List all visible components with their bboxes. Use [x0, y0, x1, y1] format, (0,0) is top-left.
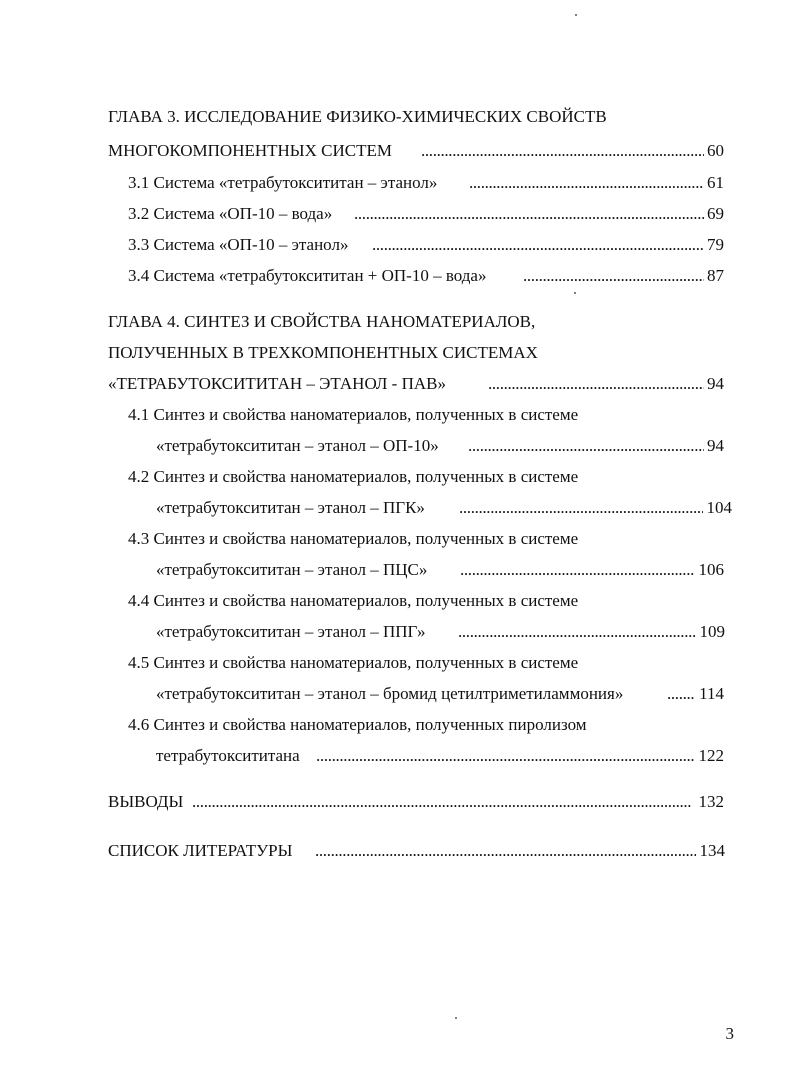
section-4-2-line-1 [0, 465, 797, 489]
section-title: 4.1 Синтез и свойства наноматериалов, полученных в системе [128, 405, 579, 424]
toc-entry-section-3-2[interactable] [0, 202, 797, 226]
chapter-4-title: ГЛАВА 4. СИНТЕЗ И СВОЙСТВА НАНОМАТЕРИАЛОВ, [108, 312, 536, 331]
section-title-continued: «тетрабутоксититан – этанол – ПЦС» [156, 560, 428, 579]
page-ref: 79 [707, 235, 724, 254]
chapter-4-heading-line-1 [0, 310, 797, 334]
dot-leader [460, 558, 695, 582]
toc-entry-chapter-4[interactable] [0, 372, 797, 396]
dot-leader [316, 744, 695, 768]
page-ref: 61 [707, 173, 724, 192]
dot-leader [469, 171, 704, 195]
dot-leader [459, 496, 703, 520]
section-4-6-line-1 [0, 713, 797, 737]
toc-entry-section-3-1[interactable] [0, 171, 797, 195]
section-title: 4.4 Синтез и свойства наноматериалов, полученных в системе [128, 591, 579, 610]
dot-leader [458, 620, 696, 644]
section-title: 3.3 Система «ОП-10 – этанол» [128, 235, 349, 254]
page-ref: 134 [699, 841, 725, 860]
dot-leader [354, 202, 704, 226]
section-title: 4.5 Синтез и свойства наноматериалов, полученных в системе [128, 653, 579, 672]
chapter-4-title-end: «ТЕТРАБУТОКСИТИТАН – ЭТАНОЛ - ПАВ» [108, 374, 446, 393]
page-ref: 60 [707, 141, 724, 160]
section-4-1-line-1 [0, 403, 797, 427]
toc-entry-section-4-2[interactable] [0, 496, 797, 520]
section-title-continued: тетрабутоксититана [156, 746, 300, 765]
toc-entry-conclusions[interactable] [0, 790, 797, 814]
dot-leader [667, 682, 695, 706]
toc-entry-section-4-1[interactable] [0, 434, 797, 458]
section-title-continued: «тетрабутоксититан – этанол – ОП-10» [156, 436, 439, 455]
references-title: СПИСОК ЛИТЕРАТУРЫ [108, 841, 293, 860]
conclusions-title: ВЫВОДЫ [108, 792, 184, 811]
section-4-5-line-1 [0, 651, 797, 675]
chapter-3-heading-line-1 [0, 105, 797, 129]
toc-entry-section-4-5[interactable] [0, 682, 797, 706]
toc-entry-references[interactable] [0, 839, 797, 863]
dot-leader [421, 139, 704, 163]
scan-speck [455, 1017, 457, 1019]
toc-entry-section-3-4[interactable] [0, 264, 797, 288]
page-ref: 132 [698, 792, 724, 811]
section-title: 3.4 Система «тетрабутоксититан + ОП-10 – вода» [128, 266, 487, 285]
section-title-continued: «тетрабутоксититан – этанол – ПГК» [156, 498, 425, 517]
section-title: 4.3 Синтез и свойства наноматериалов, полученных в системе [128, 529, 579, 548]
chapter-3-title: ГЛАВА 3. ИССЛЕДОВАНИЕ ФИЗИКО-ХИМИЧЕСКИХ СВОЙСТВ [108, 107, 607, 126]
section-title-continued: «тетрабутоксититан – этанол – ППГ» [156, 622, 426, 641]
section-title: 3.2 Система «ОП-10 – вода» [128, 204, 333, 223]
toc-entry-chapter-3[interactable] [0, 139, 797, 163]
page-ref: 106 [698, 560, 724, 579]
chapter-3-title-continued: МНОГОКОМПОНЕНТНЫХ СИСТЕМ [108, 141, 393, 160]
page-ref: 94 [707, 374, 724, 393]
section-4-4-line-1 [0, 589, 797, 613]
section-title-continued: «тетрабутоксититан – этанол – бромид цетилтриметиламмония» [156, 684, 624, 703]
page-ref: 94 [707, 436, 724, 455]
dot-leader [468, 434, 704, 458]
page-ref: 114 [699, 684, 724, 703]
chapter-4-title-continued: ПОЛУЧЕННЫХ В ТРЕХКОМПОНЕНТНЫХ СИСТЕМАХ [108, 343, 538, 362]
dot-leader [192, 790, 695, 814]
toc-entry-section-4-6[interactable] [0, 744, 797, 768]
dot-leader [372, 233, 704, 257]
section-title: 3.1 Система «тетрабутоксититан – этанол» [128, 173, 438, 192]
scan-speck [575, 14, 577, 16]
toc-entry-section-4-4[interactable] [0, 620, 797, 644]
chapter-4-heading-line-2 [0, 341, 797, 365]
dot-leader [315, 839, 696, 863]
dot-leader [488, 372, 704, 396]
page-ref: 122 [698, 746, 724, 765]
toc-entry-section-3-3[interactable] [0, 233, 797, 257]
page-ref: 69 [707, 204, 724, 223]
page-ref: 109 [699, 622, 725, 641]
section-title: 4.2 Синтез и свойства наноматериалов, полученных в системе [128, 467, 579, 486]
page-number: 3 [725, 1024, 734, 1043]
page-ref: 87 [707, 266, 724, 285]
page-ref: 104 [706, 498, 732, 517]
section-title: 4.6 Синтез и свойства наноматериалов, полученных пиролизом [128, 715, 587, 734]
dot-leader [523, 264, 704, 288]
scan-speck [574, 292, 576, 294]
section-4-3-line-1 [0, 527, 797, 551]
toc-entry-section-4-3[interactable] [0, 558, 797, 582]
